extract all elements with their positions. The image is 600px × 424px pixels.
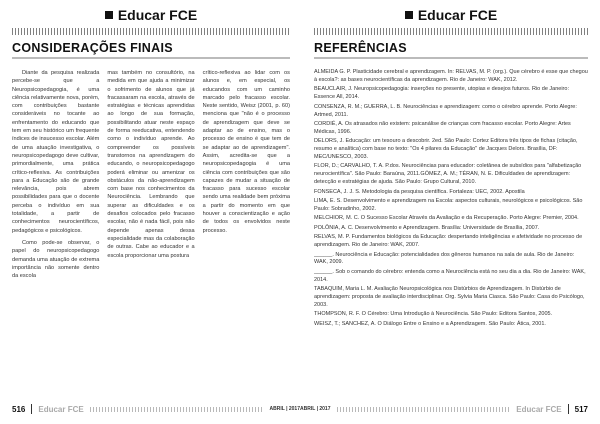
page-footer [300, 402, 600, 416]
reference-item: ______. Neurociência e Educação: potencialidades dos gêneros humanos na sala de aula. Rio de Janeiro: WAK, 2009. [314, 251, 575, 266]
paragraph: mas também no consultório, na medida em que ajuda a minimizar o sofrimento de alunos que já fracassaram na escola, através de estratégias e técnicas aprendidas ao longo de sua formação, possibilitando atuar neste espaço de forma reeducativa, entendendo como o indivíduo aprende. Ao compreender os possíveis transtornos na aprendizagem do educando, o neuropsicopedagogo poderá eliminar ou amenizar os obstáculos da não-aprendizagem com base nos conhecimentos da Neurociência. Lembrando que superar as dificuldades e os desafios colocados pelo fracasso escolar, não é nada fácil, pois não depende apenas dessa especialidade mas da colaboração de outras. Cabe ao educador e a escola proporcionar uma postura [107, 70, 195, 259]
page-header [12, 4, 290, 26]
footer-divider [31, 404, 32, 414]
footer-brand: Educar FCE [516, 404, 562, 414]
page-number: 517 [574, 404, 588, 414]
reference-item: POLÔNIA, A. C. Desenvolvimento e Aprendizagem. Brasília: Universidade de Brasília, 2007. [314, 224, 540, 231]
header-hatch-divider [12, 28, 290, 35]
footer-hatch [337, 407, 511, 412]
footer-brand: Educar FCE [38, 404, 84, 414]
page-header [314, 4, 588, 26]
page-number: 516 [12, 404, 26, 414]
footer-date: ABRIL | 2017 [300, 406, 331, 412]
reference-list [314, 69, 588, 417]
text-column-1 [12, 69, 99, 415]
paragraph: Como pode-se observar, o papel do neuropsicopedagogo demanda uma atuação de extrema importância não somente dentro da escola [12, 239, 100, 280]
footer-divider [568, 404, 569, 414]
text-columns [12, 69, 290, 415]
reference-item: DELORS, J. Educação: um tesouro a descobrir. 2ed. São Paulo: Cortez Editora três tipos de fichas (citação, resumo e analítica) com base no texto: "Os 4 pilares da Educação" de Jacques Delors. Brasília, DF: MEC/UNESCO, 2003. [314, 138, 578, 161]
right-page [300, 0, 600, 424]
reference-item: CONSENZA, R. M.; GUERRA, L. B. Neurociências e aprendizagem: como o cérebro aprende. Porto Alegre: Artmed, 2011. [314, 103, 577, 118]
section-rule [314, 57, 588, 59]
text-column-2 [107, 69, 194, 415]
reference-item: MELCHIOR, M. C. O Sucesso Escolar Através da Avaliação e da Recuperação. Porto Alegre: Premier, 2004. [314, 215, 579, 222]
reference-item: CORDIÉ, A. Os atrasados não existem: psicanálise de crianças com fracasso escolar. Porto Alegre: Artes Médicas, 1996. [314, 120, 571, 135]
text-column-3 [203, 69, 290, 415]
reference-item: FONSECA, J. J. S. Metodologia da pesquisa científica. Fortaleza: UEC, 2002. Apostila [314, 188, 525, 195]
reference-item: RELVAS, M. P. Fundamentos biológicos da Educação: despertando inteligências e afetividade no processo de aprendizagem. Rio de Janeiro: WAK, 2007. [314, 234, 583, 249]
reference-item: FLOR, D.; CARVALHO, T. A. P.dos. Neurociências para educador: coletânea de subsídios para "alfabetização neurocientífica". São Paulo: Baraúna, 2011.GÓMEZ, A. M.; TÉRAN, N. E. Dificuldades de aprendizagem: detecção e estratégias de ajuda. São Paulo: Grupo Cultural, 2010. [314, 163, 582, 186]
square-bullet-icon [405, 11, 413, 19]
square-bullet-icon [105, 11, 113, 19]
reference-item: THOMPSON, R. F. O Cérebro: Uma Introdução à Neurociência. São Paulo: Editora Santos, 2005. [314, 311, 553, 318]
page-footer [0, 402, 300, 416]
reference-item: ______. Sob o comando do cérebro: entenda como a Neurociência está no seu dia a dia. Rio de Janeiro: WAK, 2014. [314, 268, 586, 283]
reference-item: WEISZ, T.; SANCHEZ, A. O Diálogo Entre o Ensino e a Aprendizagem. São Paulo: Ática, 2001. [314, 320, 546, 327]
header-hatch-divider [314, 28, 588, 35]
paragraph: Diante da pesquisa realizada percebe-se que a Neuropsicopedagogia, é uma ciência relativamente nova, porém, com contribuições bastante consideráveis no tocante ao enfrentamento do educando que tem em seu histórico um frequente índices de insucesso escolar. Além de uma atuação investigativa, o neuropsicopedagogo deve cultivar, primordialmente, uma prática crítico-reflexiva. As contribuições para a Educação são de grande relevância, pois abrem possibilidades para que o docente perceba o indivíduo em sua totalidade, a partir de conhecimentos neurocientíficos, pedagógicos e psicológicos. [12, 70, 100, 234]
reference-item: LIMA, E. S. Desenvolvimento e aprendizagem na Escola: aspectos culturais, neurológicos e psicológicos. São Paulo: Sobradinho, 2002. [314, 198, 583, 212]
header-brand: Educar FCE [117, 7, 198, 23]
section-title: REFERÊNCIAS [314, 41, 407, 55]
reference-item: ALMEIDA G. P. Plasticidade cerebral e aprendizagem. In: RELVAS, M. P. (org.). Que cérebro é esse que chegou à escola?: as bases neurocientíficas da aprendizagem. Rio de Janeiro: WAK, 2012. [314, 69, 588, 83]
section-title: CONSIDERAÇÕES FINAIS [12, 41, 173, 55]
section-rule [12, 57, 290, 59]
header-brand: Educar FCE [417, 7, 498, 23]
paragraph: crítico-reflexiva ao lidar com os alunos e, em especial, os educandos com um caminho marcado pelo fracasso escolar. Neste sentido, Weisz (2001, p. 60) menciona que "não é o processo de aprendizagem que deve se adaptar ao de ensino, mas o processo de ensino é que tem de se adaptar ao de aprendizagem". Assim, acredita-se que a neuropsicopedagogia é uma ciência com contribuições que são capazes de mudar a situação de fracasso para sucesso escolar sendo uma realidade bem próxima a partir do momento em que houver a conscientização e ação de todos os envolvidos neste processo. [202, 70, 290, 234]
footer-hatch [90, 407, 264, 412]
reference-item: TABAQUIM, Maria L. M. Avaliação Neuropsicológica nos Distúrbios de Aprendizagem. In Distúrbio de aprendizagem: proposta de avaliação interdisciplinar. Org. Sylvia Maria Ciasca. São Paulo: Casa do Psicólogo, 2003. [314, 286, 585, 308]
reference-item: BEAUCLAIR, J. Neuropsicopedagogia: inserções no presente, utopias e desejos futuros. Rio de Janeiro: Essence All, 2014. [314, 86, 569, 101]
footer-date: ABRIL | 2017 [269, 406, 300, 412]
